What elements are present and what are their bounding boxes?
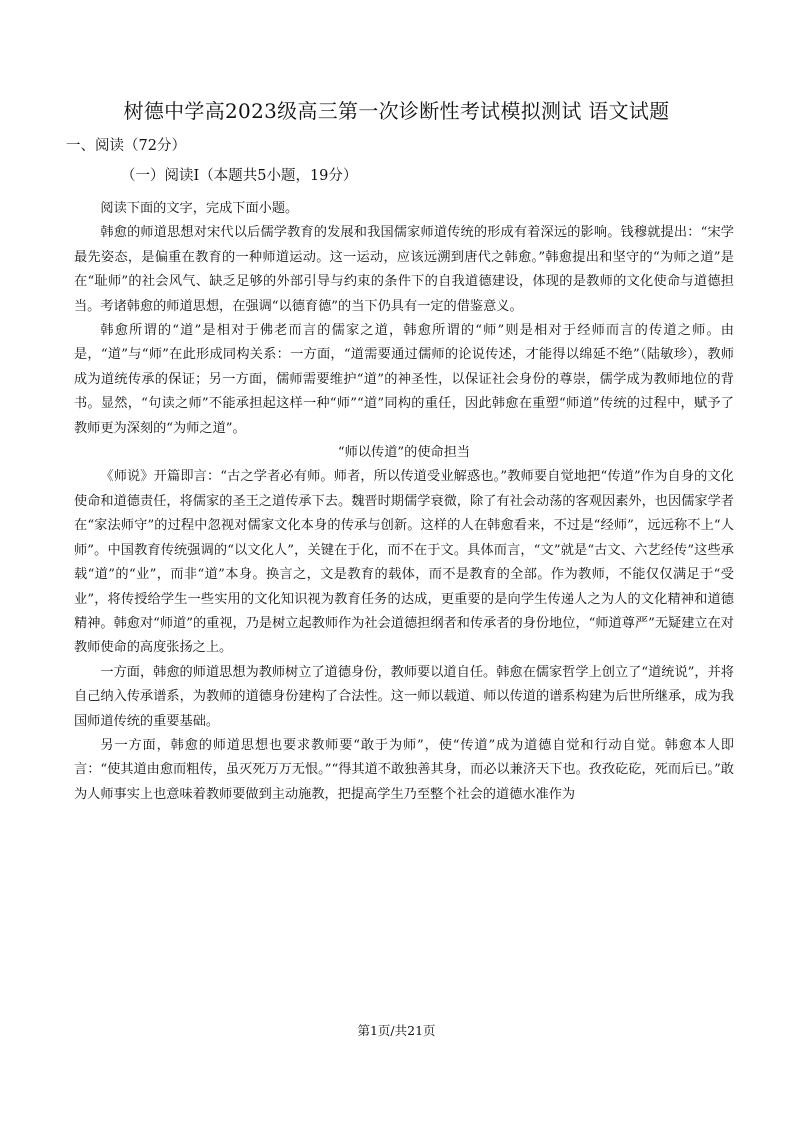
passage-subheading: “师以传道”的使命担当 (337, 445, 471, 461)
passage-paragraph: 《师说》开篇即言：“古之学者必有师。师者，所以传道受业解惑也。”教师要自觉地把“传道”作为自身的文化使命和道德责任，将儒家的圣王之道传承下去。魏晋时期儒学衰微，除了有社会动荡的客观因素外，也因儒家学者在“家法师守”的过程中忽视对儒家文化本身的传承与创新。这样的人在韩愈看来，不过是“经师”，远远称不上“人师”。中国教育传统强调的“以文化人”，关键在于化，而不在于文。具体而言，“文”就是“古文、六艺经传”这些承载“道”的“业”，而非“道”本身。换言之，文是教育的载体，而不是教育的全部。作为教师，不能仅仅满足于“受业”，将传授给学生一些实用的文化知识视为教育任务的达成，更重要的是向学生传递人之为人的文化精神和道德精神。韩愈对“师道”的重视，乃是树立起教师作为社会道德担纲者和传承者的身份地位，“师道尊严”无疑建立在对教师使命的高度张扬之上。 (74, 469, 734, 656)
page-title: 树德中学高2023级高三第一次诊断性考试模拟测试 语文试题 (123, 99, 670, 123)
instruction-text: 阅读下面的文字，完成下面小题。 (100, 201, 299, 216)
subsection-heading: （一）阅读Ⅰ（本题共5小题，19分） (121, 168, 358, 184)
reading-passage (74, 197, 734, 807)
passage-paragraph: 韩愈所谓的“道”是相对于佛老而言的儒家之道，韩愈所谓的“师”则是相对于经师而言的传道之师。由是，“道”与“师”在此形成同构关系：一方面，“道需要通过儒师的论说传述，才能得以绵延不绝”（陆敏珍），教师成为道统传承的保证；另一方面，儒师需要维护“道”的神圣性，以保证社会身份的尊崇，儒学成为教师地位的背书。显然，“句读之师”不能承担起这样一种“师”“道”同构的重任，因此韩愈在重塑“师道”传统的过程中，赋予了教师更为深刻的“为师之道”。 (74, 323, 734, 436)
passage-paragraph: 另一方面，韩愈的师道思想也要求教师要“敢于为师”，使“传道”成为道德自觉和行动自觉。韩愈本人即言：“使其道由愈而粗传，虽灭死万万无恨。”“得其道不敢独善其身，而必以兼济天下也。孜孜矻矻，死而后已。”敢为人师事实上也意味着教师要做到主动施教，把提高学生乃至整个社会的道德水准作为 (74, 737, 734, 802)
section-heading: 一、阅读（72分） (66, 138, 186, 154)
page-number: 第1页/共21页 (357, 1023, 436, 1038)
passage-paragraph: 韩愈的师道思想对宋代以后儒学教育的发展和我国儒家师道传统的形成有着深远的影响。钱穆就提出：“宋学最先姿态，是偏重在教育的一种师道运动。这一运动，应该远溯到唐代之韩愈。”韩愈提出和坚守的“为师之道”是在“耻师”的社会风气、缺乏足够的外部引导与约束的条件下的自我道德建设，体现的是教师的文化使命与道德担当。考诸韩愈的师道思想，在强调“以德育德”的当下仍具有一定的借鉴意义。 (74, 225, 734, 314)
passage-paragraph: 一方面，韩愈的师道思想为教师树立了道德身份，教师要以道自任。韩愈在儒家哲学上创立了“道统说”，并将自己纳入传承谱系，为教师的道德身份建构了合法性。这一师以载道、师以传道的谱系构建为后世所继承，成为我国师道传统的重要基础。 (74, 664, 734, 729)
